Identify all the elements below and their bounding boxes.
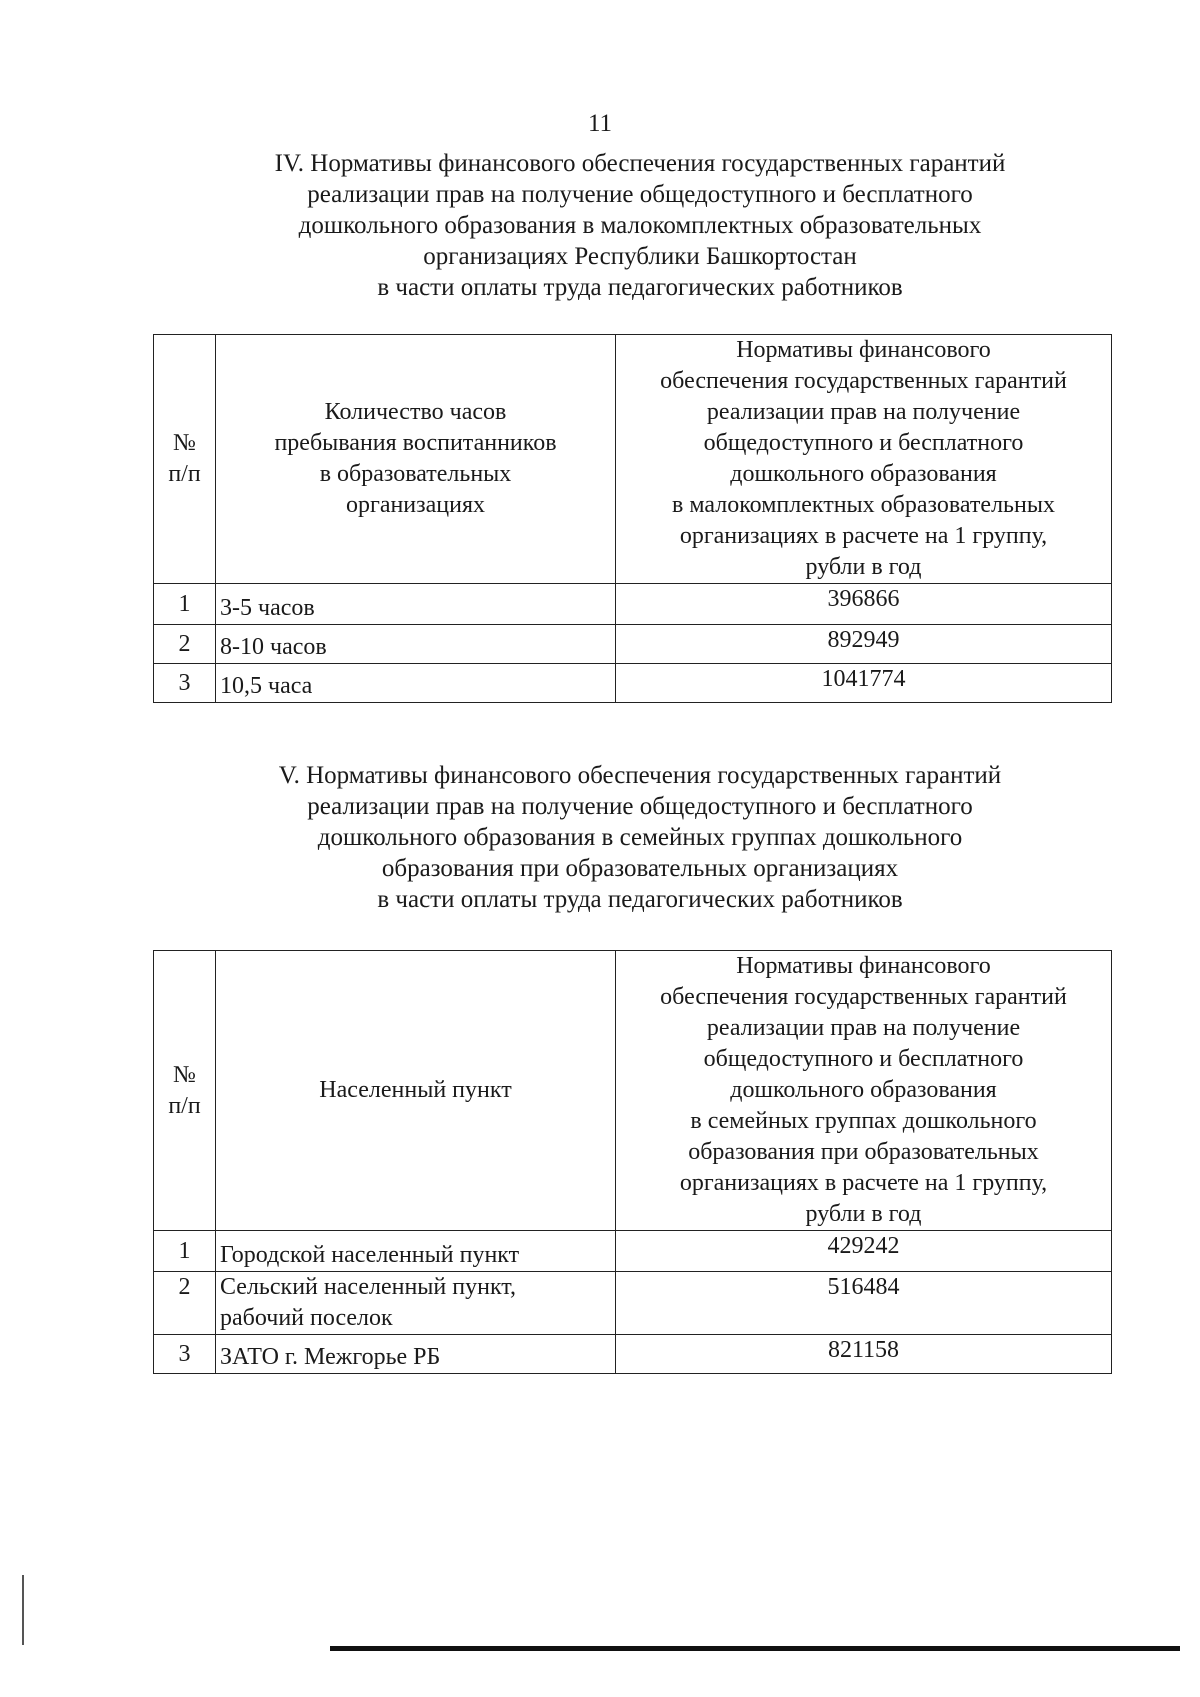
table-row [154,625,1112,664]
scan-edge-mark [22,1575,24,1645]
header-line: образования при образовательных [688,1139,1039,1165]
title-line: в части оплаты труда педагогических работников [377,274,903,301]
row-locality [216,1272,616,1335]
page-number: 11 [587,110,613,137]
row-hours: 10,5 часа [216,664,616,703]
header-norms [616,951,1112,1231]
header-num-line: п/п [168,461,201,487]
row-number: 1 [154,584,216,625]
title-line: V. Нормативы финансового обеспечения государственных гарантий [278,762,1002,789]
header-row [154,335,1112,584]
header-num-line: № [173,430,196,456]
row-number: 2 [154,1272,216,1335]
row-number: 1 [154,1231,216,1272]
header-line: Населенный пункт [319,1077,512,1103]
row-value: 516484 [616,1272,1112,1335]
row-hours: 3-5 часов [216,584,616,625]
row-locality-line: Городской населенный пункт [220,1242,520,1268]
header-line: обеспечения государственных гарантий [660,368,1067,394]
header-line: дошкольного образования [730,1077,997,1103]
title-line: IV. Нормативы финансового обеспечения государственных гарантий [274,150,1006,177]
title-line: образования при образовательных организациях [381,855,899,882]
header-locality [216,951,616,1231]
header-line: Нормативы финансового [736,953,991,979]
row-number: 2 [154,625,216,664]
header-line: общедоступного и бесплатного [703,1046,1024,1072]
header-line: организациях в расчете на 1 группу, [679,1170,1048,1196]
header-line: рубли в год [805,1201,922,1227]
header-num-line: № [173,1061,196,1088]
section-v-title [200,760,1080,915]
row-value: 892949 [616,625,1112,664]
row-number: 3 [154,664,216,703]
table-row [154,584,1112,625]
header-norms [616,335,1112,584]
table-row [154,1231,1112,1272]
row-locality-line: рабочий поселок [220,1305,393,1331]
table-row [154,1272,1112,1335]
table-row [154,664,1112,703]
header-line: реализации прав на получение [706,399,1021,425]
section-iv-title [200,148,1080,303]
table-row [154,1335,1112,1374]
title-line: дошкольного образования в малокомплектных образовательных [298,212,982,239]
title-line: в части оплаты труда педагогических работников [377,886,903,913]
bottom-rule [330,1646,1180,1651]
header-line: дошкольного образования [730,461,997,487]
header-line: пребывания воспитанников [274,430,557,456]
section-v-table [153,950,1112,1374]
header-num-line: п/п [168,1092,201,1119]
header-line: организациях в расчете на 1 группу, [679,523,1048,549]
row-locality-line: ЗАТО г. Межгорье РБ [220,1344,441,1370]
row-value: 429242 [616,1231,1112,1272]
title-line: организациях Республики Башкортостан [423,243,857,270]
row-locality [216,1231,616,1272]
row-number: 3 [154,1335,216,1374]
header-line: в образовательных [319,461,512,487]
title-line: дошкольного образования в семейных группах дошкольного [317,824,963,851]
header-line: организациях [345,492,486,518]
row-value: 821158 [616,1335,1112,1374]
header-line: обеспечения государственных гарантий [660,984,1067,1010]
row-value: 396866 [616,584,1112,625]
header-line: Нормативы финансового [736,337,991,363]
header-hours [216,335,616,584]
header-line: Количество часов [324,399,507,425]
header-num [154,951,216,1231]
section-iv-table [153,334,1112,703]
row-value: 1041774 [616,664,1112,703]
header-line: в малокомплектных образовательных [672,492,1055,518]
header-num [154,335,216,584]
header-row [154,951,1112,1231]
header-line: в семейных группах дошкольного [690,1108,1037,1134]
row-locality [216,1335,616,1374]
row-locality-line: Сельский населенный пункт, [220,1274,516,1300]
header-line: реализации прав на получение [706,1015,1021,1041]
title-line: реализации прав на получение общедоступного и бесплатного [307,181,973,208]
header-line: общедоступного и бесплатного [703,430,1024,456]
header-line: рубли в год [805,554,922,580]
title-line: реализации прав на получение общедоступного и бесплатного [307,793,973,820]
row-hours: 8-10 часов [216,625,616,664]
